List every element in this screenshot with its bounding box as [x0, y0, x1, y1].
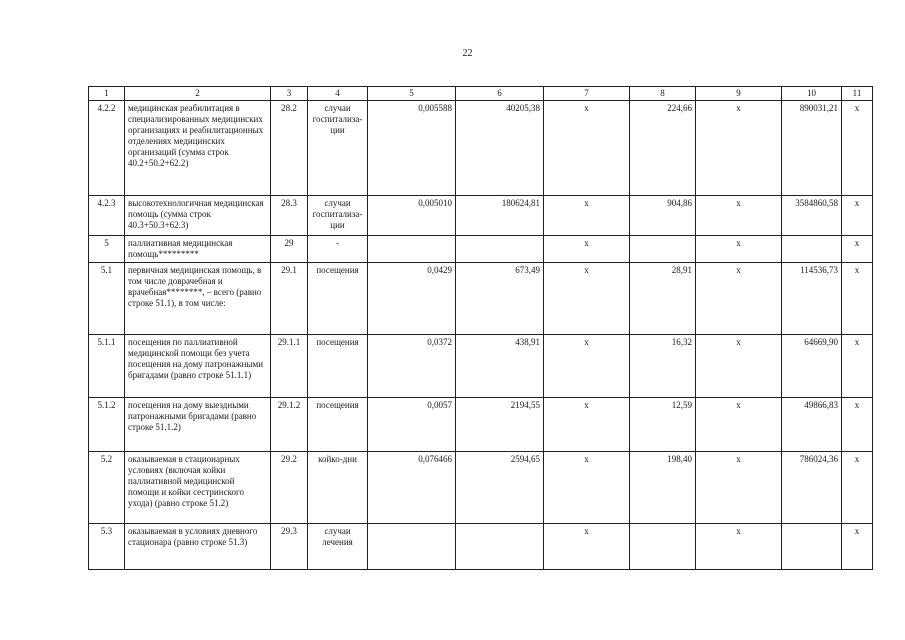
cell-col-10: 890031,21	[782, 101, 842, 196]
cell-col-5: 0,076466	[368, 452, 456, 524]
row-line-number: 29.2	[271, 452, 308, 524]
row-code: 5.1.2	[89, 398, 125, 452]
row-name: высокотехнологичная медицинская помощь (сумма строк 40.3+50.3+62.3)	[125, 196, 271, 236]
row-code: 5	[89, 236, 125, 263]
column-header: 9	[696, 87, 782, 101]
row-name: первичная медицинская помощь, в том числе доврачебная и врачебная********, – всего (равно строке 51.1), в том числе:	[125, 263, 271, 335]
table-row	[89, 452, 873, 524]
cell-col-8: 28,91	[630, 263, 696, 335]
cell-col-10	[782, 524, 842, 570]
cell-col-8: 198,40	[630, 452, 696, 524]
cell-col-6	[456, 236, 544, 263]
cell-col-9: х	[696, 196, 782, 236]
cell-col-10: 49866,83	[782, 398, 842, 452]
cell-col-7: х	[544, 335, 630, 398]
table-row	[89, 196, 873, 236]
column-header: 4	[308, 87, 368, 101]
row-code: 5.1	[89, 263, 125, 335]
row-line-number: 29	[271, 236, 308, 263]
row-unit: посещения	[308, 263, 368, 335]
cell-col-8: 16,32	[630, 335, 696, 398]
column-header: 10	[782, 87, 842, 101]
row-name: паллиативная медицинская помощь*********	[125, 236, 271, 263]
row-code: 5.2	[89, 452, 125, 524]
row-line-number: 29.1.1	[271, 335, 308, 398]
cell-col-6	[456, 524, 544, 570]
cell-col-7: х	[544, 398, 630, 452]
cell-col-11: х	[842, 101, 873, 196]
cell-col-6: 673,49	[456, 263, 544, 335]
cell-col-7: х	[544, 196, 630, 236]
cell-col-9: х	[696, 398, 782, 452]
cell-col-6: 438,91	[456, 335, 544, 398]
row-unit: случаи лечения	[308, 524, 368, 570]
row-line-number: 28.3	[271, 196, 308, 236]
table-row	[89, 335, 873, 398]
cell-col-5: 0,0057	[368, 398, 456, 452]
row-line-number: 28.2	[271, 101, 308, 196]
row-code: 5.1.1	[89, 335, 125, 398]
row-unit: -	[308, 236, 368, 263]
column-header: 5	[368, 87, 456, 101]
cell-col-6: 2194,55	[456, 398, 544, 452]
row-unit: случаи госпитализа-ции	[308, 101, 368, 196]
data-table	[88, 86, 873, 570]
cell-col-8	[630, 236, 696, 263]
column-header: 6	[456, 87, 544, 101]
row-line-number: 29.1.2	[271, 398, 308, 452]
cell-col-5: 0,005588	[368, 101, 456, 196]
cell-col-7: х	[544, 236, 630, 263]
column-header: 8	[630, 87, 696, 101]
page-number: 22	[462, 48, 473, 59]
cell-col-9: х	[696, 524, 782, 570]
cell-col-10: 3584860,58	[782, 196, 842, 236]
cell-col-9: х	[696, 452, 782, 524]
cell-col-7: х	[544, 263, 630, 335]
column-header: 3	[271, 87, 308, 101]
cell-col-10	[782, 236, 842, 263]
table-header-row	[89, 87, 873, 101]
cell-col-11: х	[842, 263, 873, 335]
cell-col-11: х	[842, 236, 873, 263]
cell-col-11: х	[842, 452, 873, 524]
column-header: 11	[842, 87, 873, 101]
cell-col-11: х	[842, 524, 873, 570]
row-line-number: 29.1	[271, 263, 308, 335]
cell-col-7: х	[544, 101, 630, 196]
cell-col-8: 224,66	[630, 101, 696, 196]
cell-col-5	[368, 236, 456, 263]
column-header: 1	[89, 87, 125, 101]
table-row	[89, 101, 873, 196]
row-name: посещения по паллиативной медицинской помощи без учета посещения на дому патронажными бригадами (равно строке 51.1.1)	[125, 335, 271, 398]
cell-col-10: 786024,36	[782, 452, 842, 524]
cell-col-7: х	[544, 524, 630, 570]
row-name: медицинская реабилитация в специализированных медицинских организациях и реабилитационных отделениях медицинских организаций (сумма строк 40.2+50.2+62.2)	[125, 101, 271, 196]
cell-col-10: 64669,90	[782, 335, 842, 398]
cell-col-11: х	[842, 196, 873, 236]
cell-col-5	[368, 524, 456, 570]
cell-col-6: 180624,81	[456, 196, 544, 236]
cell-col-8	[630, 524, 696, 570]
row-name: посещения на дому выездными патронажными бригадами (равно строке 51.1.2)	[125, 398, 271, 452]
cell-col-5: 0,005010	[368, 196, 456, 236]
row-unit: койко-дни	[308, 452, 368, 524]
row-name: оказываемая в стационарных условиях (включая койки паллиативной медицинской помощи и койки сестринского ухода) (равно строке 51.2)	[125, 452, 271, 524]
table-row	[89, 236, 873, 263]
cell-col-6: 2594,65	[456, 452, 544, 524]
cell-col-6: 40205,38	[456, 101, 544, 196]
row-code: 4.2.2	[89, 101, 125, 196]
cell-col-8: 904,86	[630, 196, 696, 236]
row-line-number: 29.3	[271, 524, 308, 570]
cell-col-9: х	[696, 101, 782, 196]
row-unit: случаи госпитализа-ции	[308, 196, 368, 236]
cell-col-9: х	[696, 236, 782, 263]
table-row	[89, 524, 873, 570]
row-unit: посещения	[308, 398, 368, 452]
cell-col-9: х	[696, 335, 782, 398]
cell-col-5: 0,0429	[368, 263, 456, 335]
cell-col-10: 114536,73	[782, 263, 842, 335]
cell-col-8: 12,59	[630, 398, 696, 452]
cell-col-7: х	[544, 452, 630, 524]
column-header: 2	[125, 87, 271, 101]
table-row	[89, 263, 873, 335]
row-code: 4.2.3	[89, 196, 125, 236]
row-code: 5.3	[89, 524, 125, 570]
cell-col-11: х	[842, 335, 873, 398]
cell-col-11: х	[842, 398, 873, 452]
table-row	[89, 398, 873, 452]
row-name: оказываемая в условиях дневного стационара (равно строке 51.3)	[125, 524, 271, 570]
column-header: 7	[544, 87, 630, 101]
row-unit: посещения	[308, 335, 368, 398]
cell-col-5: 0,0372	[368, 335, 456, 398]
cell-col-9: х	[696, 263, 782, 335]
